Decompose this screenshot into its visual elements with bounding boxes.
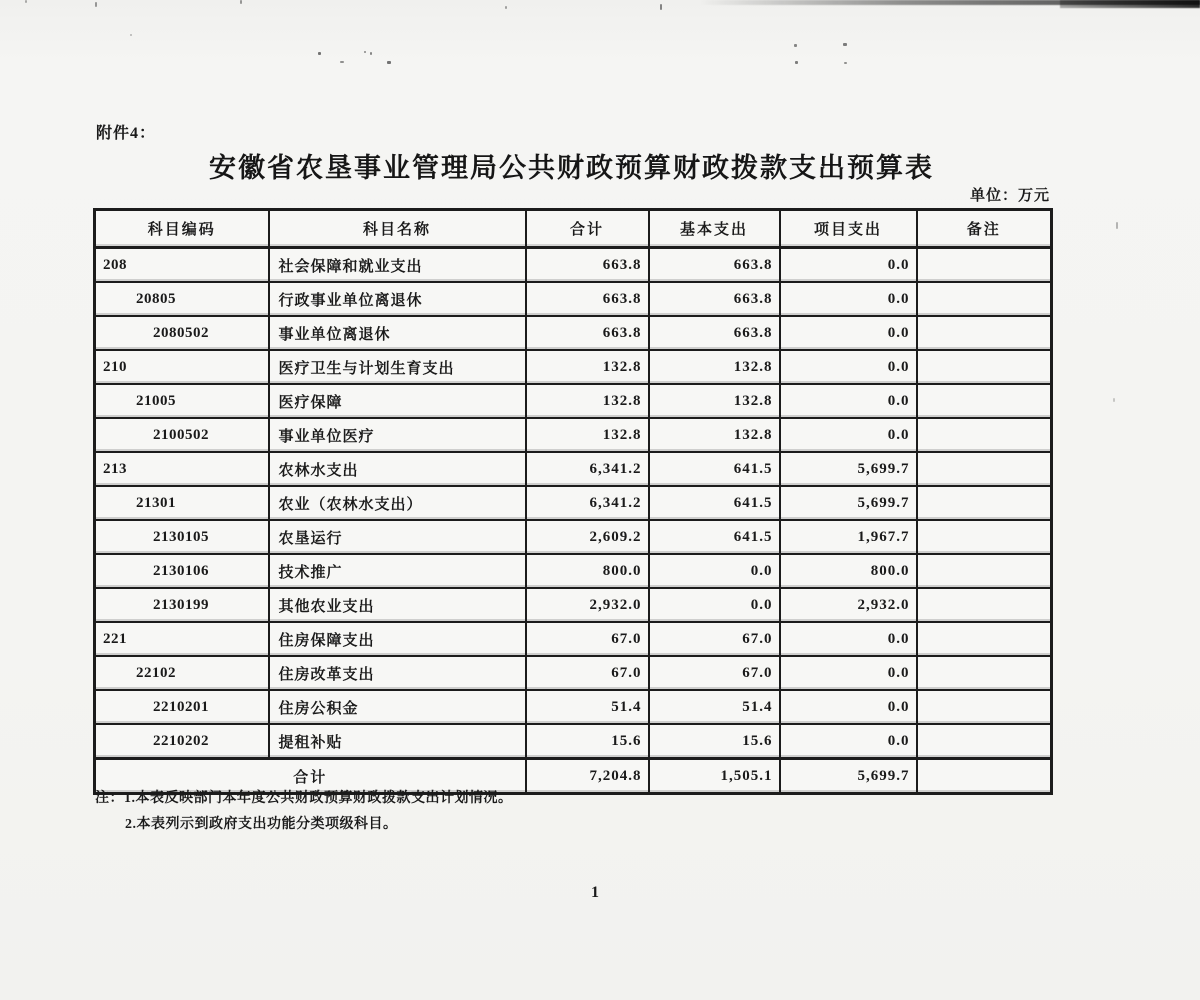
cell-subject-name: 行政事业单位离退休: [269, 282, 526, 316]
header-subject-code: 科目编码: [95, 210, 269, 248]
cell-project-exp: 0.0: [780, 282, 917, 316]
cell-project-exp: 0.0: [780, 622, 917, 656]
cell-subject-code: 2130106: [95, 554, 269, 588]
cell-total: 51.4: [526, 690, 649, 724]
cell-remark: [917, 418, 1052, 452]
cell-remark: [917, 282, 1052, 316]
cell-subject-code: 2130105: [95, 520, 269, 554]
cell-subject-name: 提租补贴: [269, 724, 526, 759]
unit-label: 单位：万元: [969, 188, 1050, 204]
cell-subject-code: 22102: [95, 656, 269, 690]
scan-speckle: [95, 2, 97, 7]
table-row: [95, 656, 1052, 690]
cell-project-exp: 2,932.0: [780, 588, 917, 622]
scan-speckle: [25, 0, 27, 3]
total-project-cell: 5,699.7: [780, 759, 917, 794]
cell-basic-exp: 663.8: [649, 248, 780, 283]
cell-basic-exp: 132.8: [649, 384, 780, 418]
cell-total: 132.8: [526, 384, 649, 418]
cell-remark: [917, 486, 1052, 520]
cell-basic-exp: 67.0: [649, 622, 780, 656]
table-row: [95, 452, 1052, 486]
cell-total: 6,341.2: [526, 486, 649, 520]
cell-basic-exp: 663.8: [649, 316, 780, 350]
cell-subject-name: 农林水支出: [269, 452, 526, 486]
scan-speckle: [318, 52, 321, 55]
cell-project-exp: 1,967.7: [780, 520, 917, 554]
scan-speckle: [794, 44, 797, 47]
cell-subject-name: 事业单位离退休: [269, 316, 526, 350]
table-row: [95, 724, 1052, 759]
cell-total: 800.0: [526, 554, 649, 588]
cell-subject-name: 医疗保障: [269, 384, 526, 418]
table-row: [95, 554, 1052, 588]
scan-speckle: [795, 61, 798, 64]
header-remark: 备注: [917, 210, 1052, 248]
cell-total: 2,932.0: [526, 588, 649, 622]
scan-speckle: [364, 51, 366, 53]
cell-basic-exp: 663.8: [649, 282, 780, 316]
cell-total: 132.8: [526, 418, 649, 452]
cell-subject-name: 其他农业支出: [269, 588, 526, 622]
scan-speckle: [1116, 222, 1118, 229]
cell-basic-exp: 51.4: [649, 690, 780, 724]
cell-basic-exp: 641.5: [649, 520, 780, 554]
cell-total: 132.8: [526, 350, 649, 384]
cell-remark: [917, 690, 1052, 724]
table-row: [95, 316, 1052, 350]
scan-speckle: [240, 0, 242, 4]
cell-remark: [917, 588, 1052, 622]
cell-remark: [917, 248, 1052, 283]
scan-speckle: [844, 62, 847, 64]
cell-project-exp: 0.0: [780, 724, 917, 759]
cell-subject-code: 21301: [95, 486, 269, 520]
total-remark-cell: [917, 759, 1052, 794]
table-body: [95, 248, 1052, 794]
total-basic-cell: 1,505.1: [649, 759, 780, 794]
cell-total: 663.8: [526, 316, 649, 350]
table-row: [95, 350, 1052, 384]
header-row: [95, 210, 1052, 248]
cell-total: 15.6: [526, 724, 649, 759]
header-subject-name: 科目名称: [269, 210, 526, 248]
cell-project-exp: 0.0: [780, 384, 917, 418]
table-row: [95, 520, 1052, 554]
cell-project-exp: 0.0: [780, 418, 917, 452]
scan-speckle: [660, 4, 662, 10]
table-row: [95, 690, 1052, 724]
cell-basic-exp: 641.5: [649, 452, 780, 486]
table-row: [95, 486, 1052, 520]
cell-total: 663.8: [526, 248, 649, 283]
cell-subject-name: 住房改革支出: [269, 656, 526, 690]
scan-speckle: [340, 61, 344, 63]
cell-basic-exp: 0.0: [649, 554, 780, 588]
cell-subject-code: 2080502: [95, 316, 269, 350]
note-item-1: 1.本表反映部门本年度公共财政预算财政拨款支出计划情况。: [124, 791, 513, 806]
note-prefix: 注：: [95, 791, 124, 806]
attachment-label: 附件4：: [96, 125, 157, 142]
total-sum-cell: 7,204.8: [526, 759, 649, 794]
note-line-2: [95, 812, 513, 838]
cell-remark: [917, 452, 1052, 486]
cell-project-exp: 800.0: [780, 554, 917, 588]
scan-speckle: [843, 43, 847, 46]
table-row: [95, 248, 1052, 283]
cell-project-exp: 0.0: [780, 350, 917, 384]
scan-speckle: [387, 61, 391, 64]
cell-remark: [917, 384, 1052, 418]
cell-project-exp: 0.0: [780, 656, 917, 690]
cell-subject-name: 农业（农林水支出）: [269, 486, 526, 520]
cell-subject-code: 2210202: [95, 724, 269, 759]
cell-subject-code: 2130199: [95, 588, 269, 622]
cell-remark: [917, 724, 1052, 759]
cell-project-exp: 0.0: [780, 248, 917, 283]
table-row: [95, 588, 1052, 622]
cell-remark: [917, 622, 1052, 656]
header-total: 合计: [526, 210, 649, 248]
scan-speckle: [1113, 398, 1115, 402]
notes: [95, 786, 513, 838]
scan-streak-top-dark: [1060, 0, 1200, 8]
cell-subject-code: 213: [95, 452, 269, 486]
scan-speckle: [505, 6, 507, 9]
table-row: [95, 282, 1052, 316]
cell-subject-code: 2100502: [95, 418, 269, 452]
cell-subject-code: 221: [95, 622, 269, 656]
cell-total: 663.8: [526, 282, 649, 316]
table-row: [95, 418, 1052, 452]
cell-subject-name: 技术推广: [269, 554, 526, 588]
cell-subject-name: 事业单位医疗: [269, 418, 526, 452]
cell-remark: [917, 656, 1052, 690]
note-line-1: [95, 786, 513, 812]
table-row: [95, 384, 1052, 418]
cell-subject-name: 社会保障和就业支出: [269, 248, 526, 283]
cell-basic-exp: 132.8: [649, 350, 780, 384]
cell-subject-name: 农垦运行: [269, 520, 526, 554]
table-header: [95, 210, 1052, 248]
cell-total: 2,609.2: [526, 520, 649, 554]
cell-project-exp: 0.0: [780, 316, 917, 350]
cell-total: 6,341.2: [526, 452, 649, 486]
cell-remark: [917, 350, 1052, 384]
cell-subject-name: 住房公积金: [269, 690, 526, 724]
page-number: 1: [591, 884, 599, 901]
cell-project-exp: 5,699.7: [780, 486, 917, 520]
total-label-cell: 合计: [95, 759, 526, 794]
cell-remark: [917, 554, 1052, 588]
header-project-exp: 项目支出: [780, 210, 917, 248]
table-row: [95, 622, 1052, 656]
cell-basic-exp: 67.0: [649, 656, 780, 690]
header-basic-exp: 基本支出: [649, 210, 780, 248]
cell-basic-exp: 0.0: [649, 588, 780, 622]
cell-basic-exp: 132.8: [649, 418, 780, 452]
cell-remark: [917, 316, 1052, 350]
cell-subject-code: 2210201: [95, 690, 269, 724]
cell-subject-code: 210: [95, 350, 269, 384]
budget-table: [93, 208, 1053, 795]
cell-subject-code: 20805: [95, 282, 269, 316]
cell-project-exp: 5,699.7: [780, 452, 917, 486]
cell-total: 67.0: [526, 622, 649, 656]
scan-speckle: [370, 52, 372, 55]
note-item-2: 2.本表列示到政府支出功能分类项级科目。: [125, 817, 398, 832]
cell-subject-code: 21005: [95, 384, 269, 418]
cell-subject-name: 医疗卫生与计划生育支出: [269, 350, 526, 384]
document-title: 安徽省农垦事业管理局公共财政预算财政拨款支出预算表: [209, 153, 934, 183]
cell-basic-exp: 15.6: [649, 724, 780, 759]
cell-subject-code: 208: [95, 248, 269, 283]
cell-project-exp: 0.0: [780, 690, 917, 724]
cell-remark: [917, 520, 1052, 554]
scan-speckle: [130, 34, 132, 36]
cell-subject-name: 住房保障支出: [269, 622, 526, 656]
cell-basic-exp: 641.5: [649, 486, 780, 520]
cell-total: 67.0: [526, 656, 649, 690]
